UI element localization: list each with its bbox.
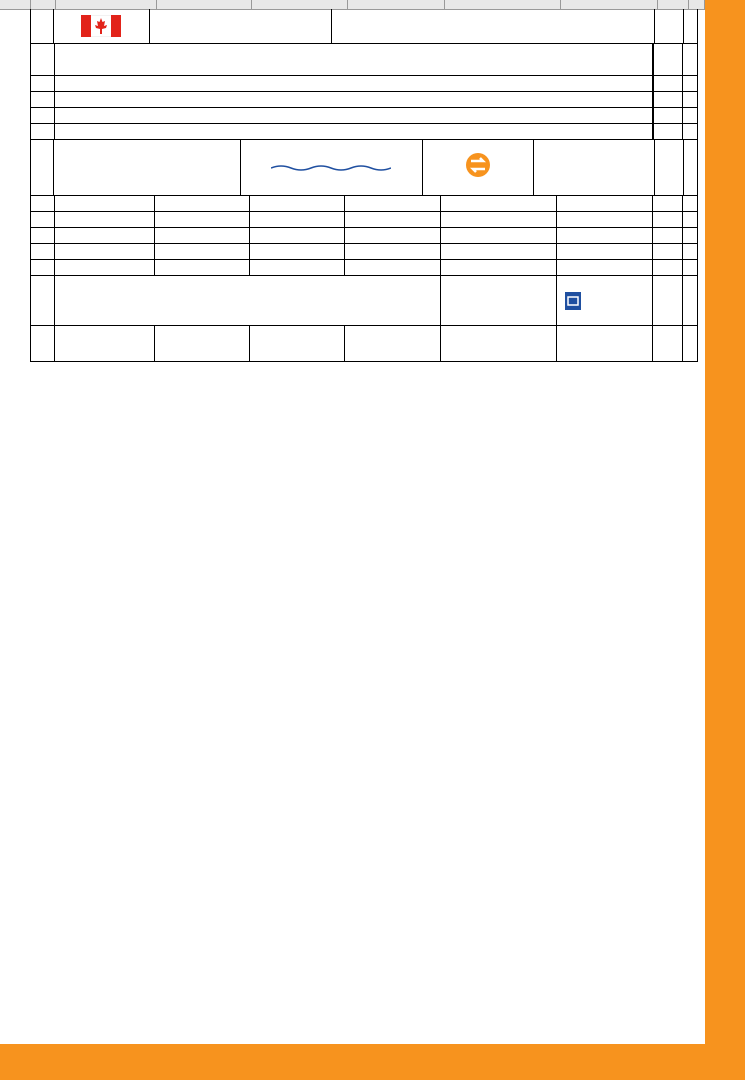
bruce-power-logo xyxy=(241,140,424,195)
corner-cell xyxy=(0,0,31,9)
based-on-line xyxy=(55,124,653,139)
column-header-f[interactable] xyxy=(445,0,562,9)
sheet-row-4 xyxy=(31,92,698,108)
sheet-row-51 xyxy=(31,326,698,362)
version-label xyxy=(150,9,332,43)
table-header-row xyxy=(31,212,698,228)
column-header-d[interactable] xyxy=(252,0,348,9)
sheet-row-8 xyxy=(31,196,698,212)
page-title xyxy=(55,44,653,75)
sheet-row-1 xyxy=(31,9,698,44)
last-edit-line xyxy=(55,76,653,91)
grand-total xyxy=(441,276,557,325)
nwmo-logo xyxy=(534,140,655,195)
column-header-g[interactable] xyxy=(561,0,658,9)
column-header-e[interactable] xyxy=(348,0,445,9)
header-comment xyxy=(557,212,653,227)
sheet-row-47 xyxy=(31,260,698,276)
column-header-c[interactable] xyxy=(157,0,253,9)
bruce-wave-icon xyxy=(271,164,391,172)
total-label[interactable] xyxy=(55,244,155,259)
column-header-b[interactable] xyxy=(56,0,157,9)
sheet-row-3 xyxy=(31,76,698,92)
sheet-row-logos xyxy=(31,140,698,196)
ontario-power-logo xyxy=(54,140,241,195)
sheet-row-6 xyxy=(31,124,698,140)
total-row xyxy=(31,244,698,260)
total-version[interactable] xyxy=(250,244,345,259)
total-date[interactable] xyxy=(155,244,250,259)
header-amount xyxy=(155,212,250,227)
canada-flag xyxy=(54,9,150,43)
header-offer xyxy=(250,212,345,227)
goebel-firm-logo xyxy=(557,276,653,325)
nb-power-icon xyxy=(464,152,492,178)
orange-bottom-band xyxy=(0,1044,745,1080)
summary-block xyxy=(31,276,698,326)
sheet-row-10 xyxy=(31,228,698,244)
depth-line xyxy=(55,108,653,123)
urls-label[interactable] xyxy=(332,9,655,43)
sheet-grid xyxy=(30,9,698,362)
sheet-row-5 xyxy=(31,108,698,124)
header-factor xyxy=(345,212,441,227)
nb-power-logo xyxy=(423,140,534,195)
transport-note xyxy=(55,276,441,325)
column-header-h[interactable] xyxy=(658,0,689,9)
sheet-row-2 xyxy=(31,44,698,76)
column-header-a[interactable] xyxy=(31,0,56,9)
hint-label xyxy=(250,228,345,243)
header-total xyxy=(441,212,557,227)
capacity-line xyxy=(55,92,653,107)
total-value[interactable] xyxy=(441,244,557,259)
canada-flag-icon xyxy=(81,15,121,37)
column-header-i[interactable] xyxy=(689,0,705,9)
orange-side-bar xyxy=(705,0,745,1080)
header-dwg xyxy=(653,212,683,227)
goebel-logo-icon xyxy=(565,292,581,310)
header-type xyxy=(55,212,155,227)
